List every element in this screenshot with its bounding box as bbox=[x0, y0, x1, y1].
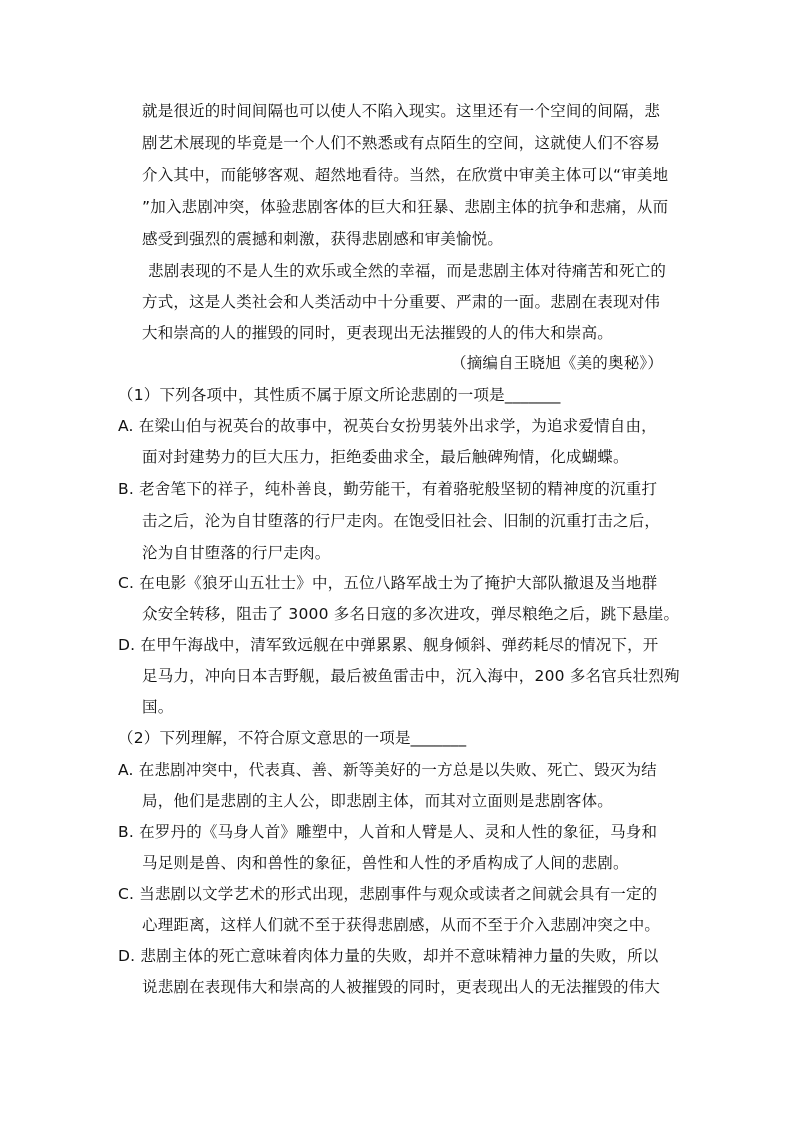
q2-option-c: C. 当悲剧以文学艺术的形式出现，悲剧事件与观众或读者之间就会具有一定的 bbox=[118, 885, 658, 903]
q1-option-d: D. 在甲午海战中，清军致远舰在中弹累累、舰身倾斜、弹药耗尽的情况下，开 bbox=[118, 636, 659, 654]
q1-option-a: A. 在梁山伯与祝英台的故事中，祝英台女扮男装外出求学，为追求爱情自由， bbox=[118, 417, 657, 435]
q2-option-b-cont: 马足则是兽、肉和兽性的象征，兽性和人性的矛盾构成了人间的悲剧。 bbox=[142, 854, 629, 872]
question-2-stem: （2）下列理解，不符合原文意思的一项是_______ bbox=[118, 729, 467, 747]
q2-option-d-cont: 说悲剧在表现伟大和崇高的人被摧毁的同时，更表现出人的无法摧毁的伟大 bbox=[142, 978, 661, 996]
source-citation: （摘编自王晓旭《美的奥秘》） bbox=[451, 354, 664, 372]
body-line: 就是很近的时间间隔也可以使人不陷入现实。这里还有一个空间的间隔，悲 bbox=[142, 102, 661, 120]
body-line: 悲剧表现的不是人生的欢乐或全然的幸福，而是悲剧主体对待痛苦和死亡的 bbox=[148, 262, 667, 280]
q1-option-b-cont: 击之后，沦为自甘堕落的行尸走肉。在饱受旧社会、旧制的沉重打击之后， bbox=[142, 512, 661, 530]
body-line: ”加入悲剧冲突，体验悲剧客体的巨大和狂暴、悲剧主体的抗争和悲痛，从而 bbox=[142, 198, 669, 216]
body-line: 大和崇高的人的摧毁的同时，更表现出无法摧毁的人的伟大和崇高。 bbox=[142, 324, 614, 342]
q1-option-d-cont: 国。 bbox=[142, 698, 174, 716]
body-line: 感受到强烈的震撼和刺激，获得悲剧感和审美愉悦。 bbox=[142, 230, 504, 248]
q2-option-a: A. 在悲剧冲突中，代表真、善、新等美好的一方总是以失败、死亡、毁灭为结 bbox=[118, 761, 657, 779]
body-line: 介入其中，而能够客观、超然地看待。当然，在欣赏中审美主体可以“审美地 bbox=[142, 166, 669, 184]
q1-option-a-cont: 面对封建势力的巨大压力，拒绝委曲求全，最后触碑殉情，化成蝴蝶。 bbox=[142, 448, 629, 466]
q1-option-b-cont: 沦为自甘堕落的行尸走肉。 bbox=[142, 544, 331, 562]
q1-option-b: B. 老舍笔下的祥子，纯朴善良，勤劳能干，有着骆驼般坚韧的精神度的沉重打 bbox=[118, 480, 658, 498]
question-1-stem: （1）下列各项中，其性质不属于原文所论悲剧的一项是_______ bbox=[118, 386, 561, 404]
q2-option-d: D. 悲剧主体的死亡意味着肉体力量的失败，却并不意味精神力量的失败，所以 bbox=[118, 947, 659, 965]
body-line: 方式，这是人类社会和人类活动中十分重要、严肃的一面。悲剧在表现对伟 bbox=[142, 293, 661, 311]
q1-option-c: C. 在电影《狼牙山五壮士》中，五位八路军战士为了掩护大部队撤退及当地群 bbox=[118, 574, 658, 592]
q1-option-d-cont: 足马力，冲向日本吉野舰，最后被鱼雷击中，沉入海中，200 多名官兵壮烈殉 bbox=[142, 667, 680, 685]
q2-option-b: B. 在罗丹的《马身人首》雕塑中，人首和人臂是人、灵和人性的象征，马身和 bbox=[118, 823, 658, 841]
body-line: 剧艺术展现的毕竟是一个人们不熟悉或有点陌生的空间，这就使人们不容易 bbox=[142, 134, 661, 152]
q2-option-a-cont: 局，他们是悲剧的主人公，即悲剧主体，而其对立面则是悲剧客体。 bbox=[142, 792, 614, 810]
q1-option-c-cont: 众安全转移，阻击了 3000 多名日寇的多次进攻，弹尽粮绝之后，跳下悬崖。 bbox=[142, 605, 680, 623]
q2-option-c-cont: 心理距离，这样人们就不至于获得悲剧感，从而不至于介入悲剧冲突之中。 bbox=[142, 916, 661, 934]
